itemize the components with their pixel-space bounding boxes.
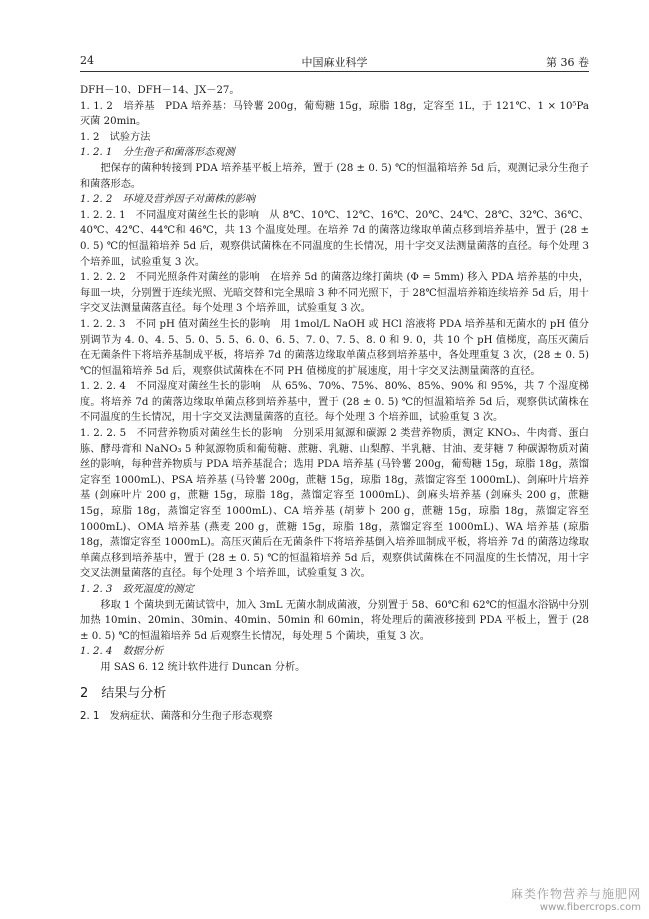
paragraph-temperature: 1. 2. 2. 1 不同温度对菌丝生长的影响 从 8℃、10℃、12℃、16℃、20℃、24℃、28℃、32℃、36℃、40℃、42℃、44℃和 46℃，共 13 个温度处理。在培养 7d 的菌落边缘取单菌点移到培养基中，置于 (28 ± 0. 5) ℃的恒温箱培养 5d 后，观察供试菌株在不同温度的生长情况，用十字交叉法测量菌落的直径。每个处理 3 个培养皿，试验重复 3 次。 — [80, 209, 589, 268]
paragraph-ph: 1. 2. 2. 3 不同 pH 值对菌丝生长的影响 用 1mol/L NaOH 或 HCl 溶液将 PDA 培养基和无菌水的 pH 值分别调节为 4. 0、4. 5、5. 0、5. 5、6. 0、6. 5、7. 0、7. 5、8. 0 和 9. 0，共 10 个 pH 值梯度，高压灭菌后在无菌条件下将培养基制成平板，将培养 7d 的菌落边缘取单菌点移到培养基中，各处理重复 3 次，(28 ± 0. 5) ℃的恒温箱培养 5d 后，观察供试菌株在不同 PH 值梯度的扩展速度，用十字交叉法测量菌落的直径。 — [80, 318, 589, 377]
page-number: 24 — [80, 54, 94, 67]
paragraph-lethal-temperature: 移取 1 个菌块到无菌试管中，加入 3mL 无菌水制成菌液，分别置于 58、60℃和 62℃的恒温水浴锅中分别加热 10min、20min、30min、40min、50min 和 60min，将处理后的菌液移接到 PDA 平板上，置于 (28 ± 0. 5) ℃的恒温箱培养 5d 后观察生长情况，每处理 5 个菌块，重复 3 次。 — [80, 599, 589, 642]
paragraph-humidity: 1. 2. 2. 4 不同湿度对菌丝生长的影响 从 65%、70%、75%、80%、85%、90% 和 95%，共 7 个湿度梯度。将培养 7d 的菌落边缘取单菌点移到培养基中，置于 (28 ± 0. 5) ℃的恒温箱培养 5d 后，观察供试菌株在不同温度的生长情况，用十字交叉法测量菌落的直径。每个处理 3 个培养皿，试验重复 3 次。 — [80, 381, 589, 424]
volume-label: 第 36 卷 — [546, 56, 589, 69]
running-header — [80, 54, 589, 72]
paragraph-nutrients: 1. 2. 2. 5 不同营养物质对菌丝生长的影响 分别采用氮源和碳源 2 类营养物质，测定 KNO₃、牛肉膏、蛋白胨、酵母膏和 NaNO₃ 5 种氮源物质和葡萄糖、蔗糖、乳糖、山梨醇、半乳糖、甘油、麦芽糖 7 种碳源物质对菌丝的影响，每种营养物质与 PDA 培养基混合；选用 PDA 培养基 (马铃薯 200g，葡萄糖 15g，琼脂 18g，蒸馏定容至 1000mL)、PSA 培养基 (马铃薯 200g，蔗糖 15g，琼脂 18g，蒸馏定容至 1000mL)、剑麻叶片培养基 (剑麻叶片 200 g，蔗糖 15g，琼脂 18g，蒸馏定容至 1000mL)、剑麻头培养基 (剑麻头 200 g，蔗糖 15g，琼脂 18g，蒸馏定容至 1000mL)、CA 培养基 (胡萝卜 200 g，蔗糖 15g，琼脂 18g，蒸馏定容至 1000mL)、OMA 培养基 (燕麦 200 g，蔗糖 15g，琼脂 18g，蒸馏定容至 1000mL)、WA 培养基 (琼脂 18g，蒸馏定容至 1000mL)。高压灭菌后在无菌条件下将培养基倒入培养皿制成平板，将培养 7d 的菌落边缘取单菌点移到培养基中，置于 (28 ± 0. 5) ℃的恒温箱培养 5d 后，观察供试菌株在不同温度的生长情况，用十字交叉法测量菌落的直径。每个处理 3 个培养皿，试验重复 3 次。 — [80, 428, 589, 580]
heading-1-2-3: 1. 2. 3 致死温度的测定 — [80, 584, 194, 595]
paragraph-morphology: 把保存的菌种转接到 PDA 培养基平板上培养，置于 (28 ± 0. 5) ℃的恒温箱培养 5d 后，观测记录分生孢子和菌落形态。 — [80, 162, 589, 190]
site-watermark — [511, 885, 641, 913]
journal-title: 中国麻业科学 — [301, 56, 368, 69]
heading-2-1: 2. 1 发病症状、菌落和分生孢子形态观察 — [80, 711, 273, 723]
heading-1-2-4: 1. 2. 4 数据分析 — [80, 646, 164, 658]
header-rule — [80, 71, 589, 72]
heading-1-2-2: 1. 2. 2 环境及营养因子对菌株的影响 — [80, 194, 256, 206]
watermark-url: www.fibercrops.com — [539, 902, 641, 913]
article-body — [80, 83, 589, 725]
strain-list-tail: DFH－10、DFH－14、JX－27。 — [80, 85, 240, 96]
paragraph-data-analysis: 用 SAS 6. 12 统计软件进行 Duncan 分析。 — [100, 661, 306, 673]
heading-2: 2 结果与分析 — [80, 685, 167, 701]
medium-section: 1. 1. 2 培养基 PDA 培养基：马铃薯 200g，葡萄糖 15g，琼脂 18g，定容至 1L，于 121℃、1 × 10⁵Pa 灭菌 20min。 — [80, 100, 589, 128]
heading-1-2: 1. 2 试验方法 — [80, 131, 151, 143]
heading-1-2-1: 1. 2. 1 分生孢子和菌落形态观测 — [80, 147, 235, 159]
paragraph-light: 1. 2. 2. 2 不同光照条件对菌丝的影响 在培养 5d 的菌落边缘打菌块 (Φ = 5mm) 移入 PDA 培养基的中央，每皿一块，分别置于连续光照、光暗交替和完全黑暗 3 种不同光照下，于 28℃恒温培养箱连续培养 5d 后，用十字交叉法测量菌落直径。每个处理 3 个培养皿，试验重复 3 次。 — [80, 272, 589, 315]
watermark-title: 麻类作物营养与施肥网 — [510, 887, 641, 901]
